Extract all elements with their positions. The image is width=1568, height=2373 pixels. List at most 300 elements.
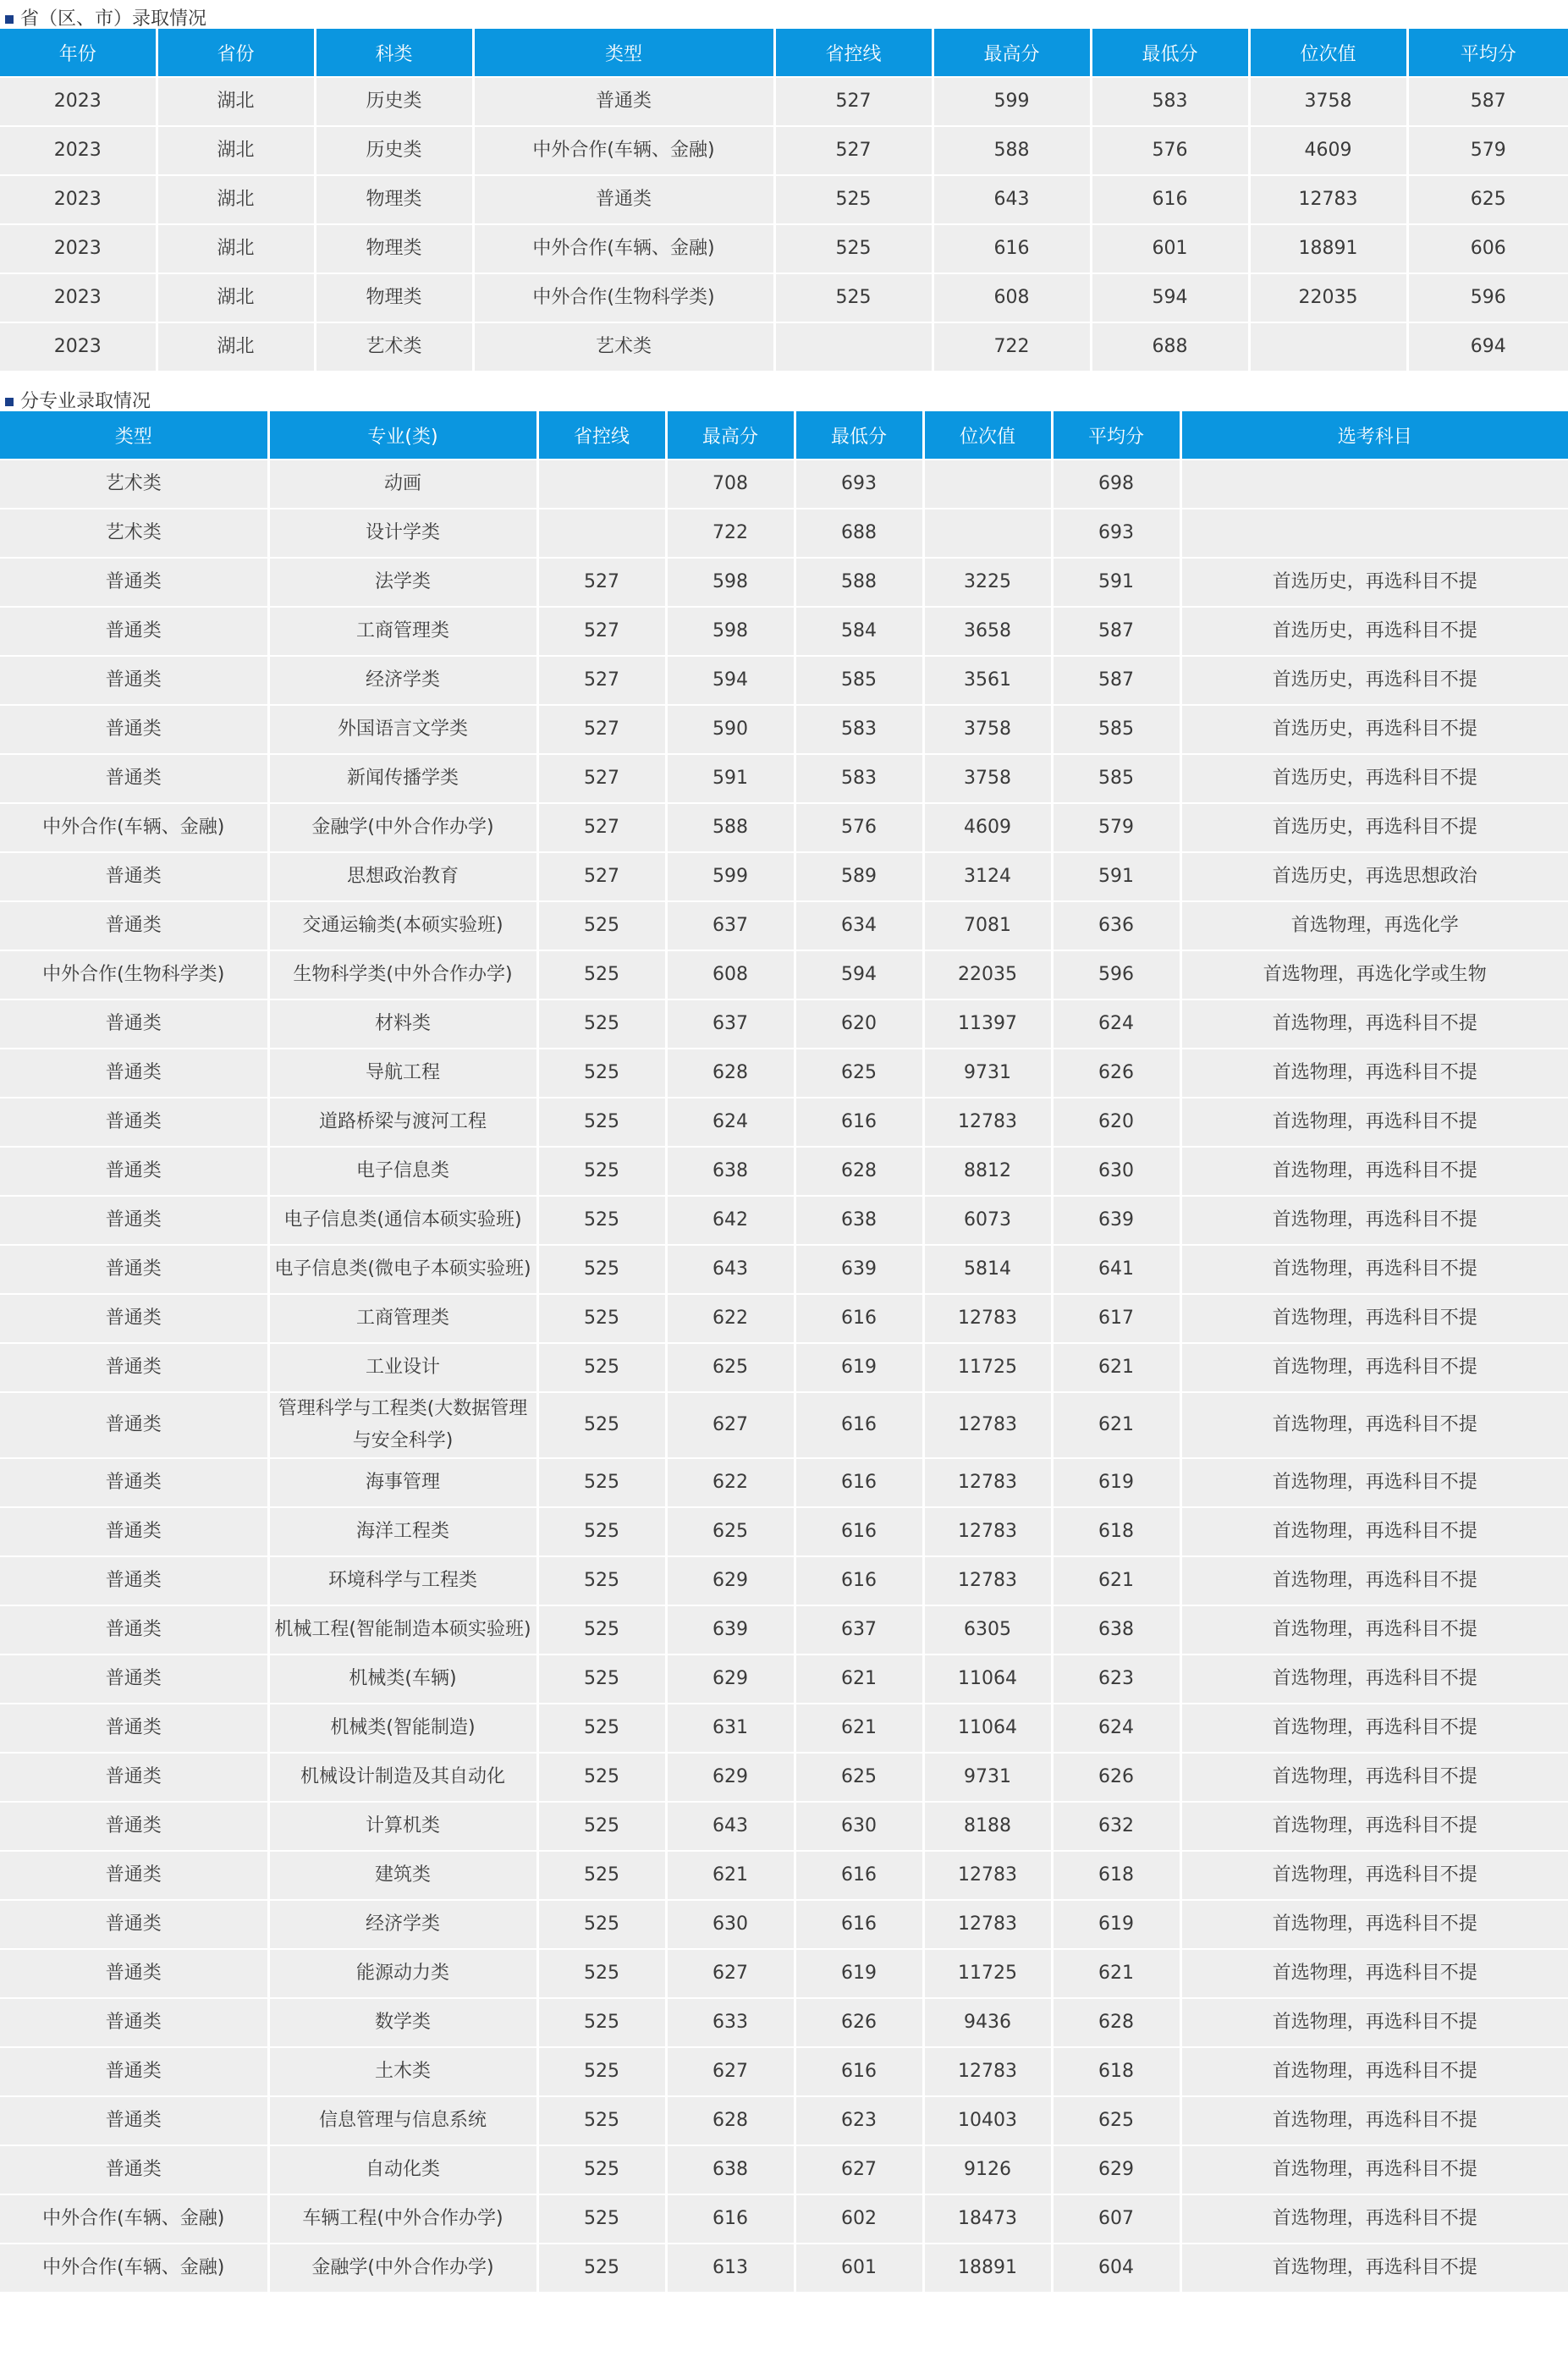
table-cell: 首选物理，再选科目不提 — [1180, 1851, 1568, 1900]
table-cell: 584 — [795, 607, 923, 656]
column-header: 位次值 — [923, 411, 1052, 460]
table-cell: 576 — [795, 803, 923, 852]
table-cell: 9126 — [923, 2145, 1052, 2194]
table-cell: 608 — [666, 950, 795, 999]
table-cell: 617 — [1052, 1294, 1180, 1343]
table-cell: 普通类 — [0, 999, 268, 1049]
table-row — [0, 901, 1568, 950]
table-cell: 普通类 — [0, 1949, 268, 1998]
table-cell: 中外合作(车辆、金融) — [473, 126, 774, 175]
table-cell: 艺术类 — [0, 460, 268, 509]
table-cell: 湖北 — [157, 77, 315, 126]
table-cell: 工业设计 — [268, 1343, 537, 1392]
table-cell: 物理类 — [315, 224, 473, 273]
table-cell: 中外合作(车辆、金融) — [473, 224, 774, 273]
table-cell: 607 — [1052, 2194, 1180, 2244]
table-cell: 历史类 — [315, 126, 473, 175]
table-cell: 585 — [795, 656, 923, 705]
table-cell: 8812 — [923, 1147, 1052, 1196]
section-title-province — [0, 0, 1568, 29]
table-cell: 12783 — [1249, 175, 1407, 224]
column-header: 最低分 — [795, 411, 923, 460]
table-cell: 594 — [1091, 273, 1249, 322]
table-cell: 车辆工程(中外合作办学) — [268, 2194, 537, 2244]
table-cell: 527 — [537, 754, 666, 803]
table-row — [0, 77, 1568, 126]
table-cell: 普通类 — [0, 1704, 268, 1753]
table-cell: 首选物理，再选科目不提 — [1180, 1049, 1568, 1098]
table-cell: 621 — [1052, 1343, 1180, 1392]
table-cell: 583 — [795, 754, 923, 803]
table-row — [0, 705, 1568, 754]
table-cell: 海事管理 — [268, 1458, 537, 1507]
table-cell: 525 — [537, 1802, 666, 1851]
table-cell: 624 — [1052, 1704, 1180, 1753]
table-cell: 629 — [666, 1556, 795, 1605]
table-cell: 625 — [795, 1753, 923, 1802]
table-cell: 12783 — [923, 1900, 1052, 1949]
table-cell: 导航工程 — [268, 1049, 537, 1098]
table-cell: 585 — [1052, 754, 1180, 803]
table-cell: 625 — [666, 1343, 795, 1392]
table-cell: 633 — [666, 1998, 795, 2047]
table-cell: 637 — [666, 901, 795, 950]
table-cell: 601 — [1091, 224, 1249, 273]
table-cell: 首选物理，再选科目不提 — [1180, 1147, 1568, 1196]
table-cell: 新闻传播学类 — [268, 754, 537, 803]
table-cell: 中外合作(生物科学类) — [473, 273, 774, 322]
table-cell: 623 — [795, 2096, 923, 2145]
table-cell — [537, 509, 666, 558]
table-cell: 525 — [537, 1147, 666, 1196]
table-cell: 630 — [1052, 1147, 1180, 1196]
table-cell: 中外合作(生物科学类) — [0, 950, 268, 999]
column-header: 选考科目 — [1180, 411, 1568, 460]
table-cell: 639 — [666, 1605, 795, 1654]
table-cell: 525 — [537, 1654, 666, 1704]
table-cell: 621 — [1052, 1556, 1180, 1605]
table-row — [0, 1998, 1568, 2047]
table-row — [0, 322, 1568, 371]
table-row — [0, 1949, 1568, 1998]
table-cell: 525 — [537, 950, 666, 999]
table-cell: 计算机类 — [268, 1802, 537, 1851]
table-cell: 587 — [1052, 656, 1180, 705]
table-cell: 首选物理，再选科目不提 — [1180, 1900, 1568, 1949]
table-cell: 637 — [666, 999, 795, 1049]
table-cell: 12783 — [923, 1392, 1052, 1458]
table-cell: 618 — [1052, 2047, 1180, 2096]
table-cell: 首选物理，再选科目不提 — [1180, 1098, 1568, 1147]
table-cell: 525 — [774, 175, 933, 224]
table-cell: 596 — [1052, 950, 1180, 999]
table-cell: 525 — [537, 1949, 666, 1998]
table-cell: 22035 — [1249, 273, 1407, 322]
column-header: 类型 — [0, 411, 268, 460]
table-cell: 525 — [537, 1605, 666, 1654]
table-cell: 525 — [537, 901, 666, 950]
table-cell: 普通类 — [0, 1900, 268, 1949]
table-cell: 616 — [1091, 175, 1249, 224]
table-cell: 525 — [537, 1343, 666, 1392]
table-cell: 金融学(中外合作办学) — [268, 2244, 537, 2292]
table-cell: 616 — [795, 1507, 923, 1556]
table-cell: 12783 — [923, 1294, 1052, 1343]
table-cell: 首选物理，再选科目不提 — [1180, 1245, 1568, 1294]
table-cell: 636 — [1052, 901, 1180, 950]
table-cell: 579 — [1052, 803, 1180, 852]
table-cell: 普通类 — [0, 1294, 268, 1343]
table-cell: 首选历史，再选科目不提 — [1180, 754, 1568, 803]
table-row — [0, 852, 1568, 901]
table-cell: 621 — [795, 1704, 923, 1753]
table-cell: 湖北 — [157, 322, 315, 371]
table-cell: 首选物理，再选科目不提 — [1180, 1556, 1568, 1605]
table-cell: 管理科学与工程类(大数据管理与安全科学) — [268, 1392, 537, 1458]
table-cell: 湖北 — [157, 224, 315, 273]
table-cell: 普通类 — [0, 1098, 268, 1147]
table-cell: 首选历史，再选科目不提 — [1180, 558, 1568, 607]
table-cell: 电子信息类 — [268, 1147, 537, 1196]
table-cell: 4609 — [923, 803, 1052, 852]
table-cell: 525 — [537, 1900, 666, 1949]
table-cell: 2023 — [0, 77, 157, 126]
table-cell: 621 — [795, 1654, 923, 1704]
column-header: 最高分 — [666, 411, 795, 460]
table-cell: 637 — [795, 1605, 923, 1654]
table-cell: 中外合作(车辆、金融) — [0, 803, 268, 852]
table-cell: 525 — [537, 1753, 666, 1802]
table-cell: 638 — [666, 1147, 795, 1196]
table-cell: 628 — [1052, 1998, 1180, 2047]
table-cell: 626 — [1052, 1753, 1180, 1802]
table-cell: 普通类 — [0, 2047, 268, 2096]
table-cell: 普通类 — [0, 1605, 268, 1654]
table-cell: 自动化类 — [268, 2145, 537, 2194]
table-cell: 6073 — [923, 1196, 1052, 1245]
table-cell: 首选物理，再选科目不提 — [1180, 1343, 1568, 1392]
table-cell — [923, 509, 1052, 558]
table-cell: 7081 — [923, 901, 1052, 950]
table-row — [0, 175, 1568, 224]
table-header-row — [0, 411, 1568, 460]
table-cell: 18891 — [1249, 224, 1407, 273]
table-row — [0, 1605, 1568, 1654]
table-cell: 首选物理，再选科目不提 — [1180, 1998, 1568, 2047]
table-cell: 12783 — [923, 1556, 1052, 1605]
table-cell: 5814 — [923, 1245, 1052, 1294]
table-cell: 642 — [666, 1196, 795, 1245]
table-cell: 普通类 — [0, 607, 268, 656]
table-cell: 9731 — [923, 1049, 1052, 1098]
table-cell: 616 — [666, 2194, 795, 2244]
table-row — [0, 2145, 1568, 2194]
table-cell: 首选历史，再选科目不提 — [1180, 656, 1568, 705]
table-cell: 527 — [537, 803, 666, 852]
table-cell: 机械类(智能制造) — [268, 1704, 537, 1753]
table-row — [0, 558, 1568, 607]
table-cell: 普通类 — [0, 705, 268, 754]
table-cell: 622 — [666, 1294, 795, 1343]
table-cell: 598 — [666, 607, 795, 656]
table-cell: 639 — [795, 1245, 923, 1294]
table-cell: 623 — [1052, 1654, 1180, 1704]
table-cell: 626 — [795, 1998, 923, 2047]
table-cell: 626 — [1052, 1049, 1180, 1098]
table-cell: 首选物理，再选科目不提 — [1180, 999, 1568, 1049]
table-cell: 物理类 — [315, 273, 473, 322]
table-cell: 建筑类 — [268, 1851, 537, 1900]
table-cell: 首选物理，再选科目不提 — [1180, 2244, 1568, 2292]
table-cell: 普通类 — [0, 1507, 268, 1556]
column-header: 省控线 — [774, 29, 933, 77]
table-cell: 6305 — [923, 1605, 1052, 1654]
table-row — [0, 1900, 1568, 1949]
table-cell: 首选物理，再选科目不提 — [1180, 1605, 1568, 1654]
table-cell: 598 — [666, 558, 795, 607]
table-cell: 631 — [666, 1704, 795, 1753]
table-cell: 普通类 — [0, 1343, 268, 1392]
table-cell: 708 — [666, 460, 795, 509]
table-cell: 525 — [774, 224, 933, 273]
table-cell: 616 — [795, 1900, 923, 1949]
table-cell: 693 — [1052, 509, 1180, 558]
table-header-row — [0, 29, 1568, 77]
table-cell: 普通类 — [0, 1802, 268, 1851]
table-cell: 601 — [795, 2244, 923, 2292]
table-row — [0, 1343, 1568, 1392]
table-cell: 3124 — [923, 852, 1052, 901]
table-cell: 2023 — [0, 322, 157, 371]
table-cell: 627 — [666, 1949, 795, 1998]
table-row — [0, 1098, 1568, 1147]
table-cell: 18473 — [923, 2194, 1052, 2244]
section-marker-icon — [5, 15, 14, 24]
table-cell: 普通类 — [0, 754, 268, 803]
table-cell: 3658 — [923, 607, 1052, 656]
table-cell: 3758 — [923, 754, 1052, 803]
table-cell: 普通类 — [0, 1654, 268, 1704]
table-row — [0, 1196, 1568, 1245]
table-cell: 普通类 — [0, 1049, 268, 1098]
table-row — [0, 1507, 1568, 1556]
table-cell: 625 — [1407, 175, 1568, 224]
table-cell: 艺术类 — [0, 509, 268, 558]
table-row — [0, 273, 1568, 322]
table-cell: 普通类 — [0, 1998, 268, 2047]
table-cell: 591 — [666, 754, 795, 803]
table-cell: 机械工程(智能制造本硕实验班) — [268, 1605, 537, 1654]
table-cell: 电子信息类(通信本硕实验班) — [268, 1196, 537, 1245]
table-cell: 527 — [537, 852, 666, 901]
table-row — [0, 754, 1568, 803]
table-row — [0, 1458, 1568, 1507]
table-cell: 616 — [795, 1098, 923, 1147]
table-cell: 632 — [1052, 1802, 1180, 1851]
table-cell: 589 — [795, 852, 923, 901]
table-cell: 12783 — [923, 1851, 1052, 1900]
table-cell: 9436 — [923, 1998, 1052, 2047]
table-cell: 9731 — [923, 1753, 1052, 1802]
table-cell: 634 — [795, 901, 923, 950]
table-cell: 616 — [795, 1294, 923, 1343]
table-cell — [1180, 460, 1568, 509]
table-cell: 普通类 — [0, 1196, 268, 1245]
table-cell: 动画 — [268, 460, 537, 509]
table-cell: 经济学类 — [268, 1900, 537, 1949]
table-row — [0, 2096, 1568, 2145]
table-cell: 616 — [795, 2047, 923, 2096]
table-cell: 628 — [666, 2096, 795, 2145]
table-cell: 619 — [1052, 1900, 1180, 1949]
table-cell: 普通类 — [0, 1753, 268, 1802]
table-cell: 525 — [537, 1458, 666, 1507]
table-cell: 638 — [1052, 1605, 1180, 1654]
table-cell: 629 — [1052, 2145, 1180, 2194]
table-cell: 604 — [1052, 2244, 1180, 2292]
table-cell: 首选历史，再选科目不提 — [1180, 705, 1568, 754]
table-row — [0, 126, 1568, 175]
table-cell: 首选物理，再选科目不提 — [1180, 1753, 1568, 1802]
section-title-text: 分专业录取情况 — [20, 391, 151, 412]
table-cell: 525 — [537, 1704, 666, 1753]
table-cell: 588 — [795, 558, 923, 607]
table-cell: 4609 — [1249, 126, 1407, 175]
column-header: 平均分 — [1052, 411, 1180, 460]
table-cell: 525 — [537, 1049, 666, 1098]
table-cell: 618 — [1052, 1507, 1180, 1556]
table-row — [0, 1851, 1568, 1900]
table-cell: 527 — [774, 77, 933, 126]
table-cell: 普通类 — [0, 656, 268, 705]
table-cell: 630 — [666, 1900, 795, 1949]
table-cell: 中外合作(车辆、金融) — [0, 2244, 268, 2292]
table-cell: 616 — [795, 1851, 923, 1900]
table-cell: 587 — [1052, 607, 1180, 656]
column-header: 年份 — [0, 29, 157, 77]
table-cell: 普通类 — [0, 1851, 268, 1900]
table-cell: 普通类 — [0, 1147, 268, 1196]
table-row — [0, 803, 1568, 852]
table-cell: 首选物理，再选科目不提 — [1180, 1704, 1568, 1753]
table-cell: 619 — [795, 1949, 923, 1998]
table-row — [0, 1654, 1568, 1704]
table-cell: 583 — [795, 705, 923, 754]
table-cell: 525 — [537, 1507, 666, 1556]
major-admission-table — [0, 411, 1568, 2292]
table-cell: 材料类 — [268, 999, 537, 1049]
table-row — [0, 460, 1568, 509]
table-cell: 616 — [795, 1556, 923, 1605]
table-cell: 693 — [795, 460, 923, 509]
table-row — [0, 999, 1568, 1049]
table-cell: 583 — [1091, 77, 1249, 126]
table-cell: 527 — [774, 126, 933, 175]
table-cell: 625 — [795, 1049, 923, 1098]
table-cell: 618 — [1052, 1851, 1180, 1900]
table-cell: 525 — [537, 1851, 666, 1900]
table-cell: 中外合作(车辆、金融) — [0, 2194, 268, 2244]
table-cell: 525 — [537, 2244, 666, 2292]
table-cell: 525 — [537, 1098, 666, 1147]
table-cell: 616 — [795, 1458, 923, 1507]
table-cell: 616 — [795, 1392, 923, 1458]
province-admission-table — [0, 29, 1568, 371]
table-cell: 638 — [795, 1196, 923, 1245]
table-cell: 艺术类 — [315, 322, 473, 371]
table-cell: 525 — [537, 2096, 666, 2145]
table-cell: 首选历史，再选科目不提 — [1180, 803, 1568, 852]
table-cell: 525 — [537, 1392, 666, 1458]
column-header: 最低分 — [1091, 29, 1249, 77]
table-row — [0, 1245, 1568, 1294]
table-cell: 首选历史，再选思想政治 — [1180, 852, 1568, 901]
table-cell: 619 — [795, 1343, 923, 1392]
table-cell: 620 — [1052, 1098, 1180, 1147]
table-cell — [537, 460, 666, 509]
table-row — [0, 1049, 1568, 1098]
table-row — [0, 1556, 1568, 1605]
table-cell: 525 — [537, 2194, 666, 2244]
table-cell: 606 — [1407, 224, 1568, 273]
table-cell: 594 — [795, 950, 923, 999]
table-cell: 电子信息类(微电子本硕实验班) — [268, 1245, 537, 1294]
table-cell: 普通类 — [0, 558, 268, 607]
table-cell: 普通类 — [0, 1556, 268, 1605]
table-cell: 湖北 — [157, 126, 315, 175]
table-cell: 585 — [1052, 705, 1180, 754]
table-cell: 普通类 — [0, 1392, 268, 1458]
table-cell: 641 — [1052, 1245, 1180, 1294]
table-cell: 688 — [1091, 322, 1249, 371]
table-row — [0, 1753, 1568, 1802]
table-cell: 643 — [666, 1245, 795, 1294]
table-cell: 630 — [795, 1802, 923, 1851]
section-marker-icon — [5, 398, 14, 406]
table-cell — [923, 460, 1052, 509]
section-title-text: 省（区、市）录取情况 — [20, 8, 207, 30]
table-cell: 627 — [795, 2145, 923, 2194]
table-cell: 579 — [1407, 126, 1568, 175]
table-cell: 621 — [1052, 1392, 1180, 1458]
table-row — [0, 1704, 1568, 1753]
table-cell: 613 — [666, 2244, 795, 2292]
table-row — [0, 656, 1568, 705]
table-cell: 527 — [537, 656, 666, 705]
table-cell: 普通类 — [0, 852, 268, 901]
table-row — [0, 2194, 1568, 2244]
table-cell: 普通类 — [0, 1458, 268, 1507]
table-cell: 历史类 — [315, 77, 473, 126]
table-row — [0, 1392, 1568, 1458]
table-cell: 527 — [537, 607, 666, 656]
table-cell: 591 — [1052, 852, 1180, 901]
table-cell: 608 — [933, 273, 1091, 322]
table-cell: 11397 — [923, 999, 1052, 1049]
table-cell: 591 — [1052, 558, 1180, 607]
column-header: 省份 — [157, 29, 315, 77]
table-cell: 525 — [537, 1998, 666, 2047]
table-cell: 首选物理，再选科目不提 — [1180, 1294, 1568, 1343]
table-cell: 643 — [666, 1802, 795, 1851]
table-row — [0, 1147, 1568, 1196]
table-cell: 海洋工程类 — [268, 1507, 537, 1556]
table-cell: 普通类 — [0, 901, 268, 950]
table-cell: 11064 — [923, 1654, 1052, 1704]
table-cell: 616 — [933, 224, 1091, 273]
table-cell: 数学类 — [268, 1998, 537, 2047]
table-cell: 11725 — [923, 1343, 1052, 1392]
